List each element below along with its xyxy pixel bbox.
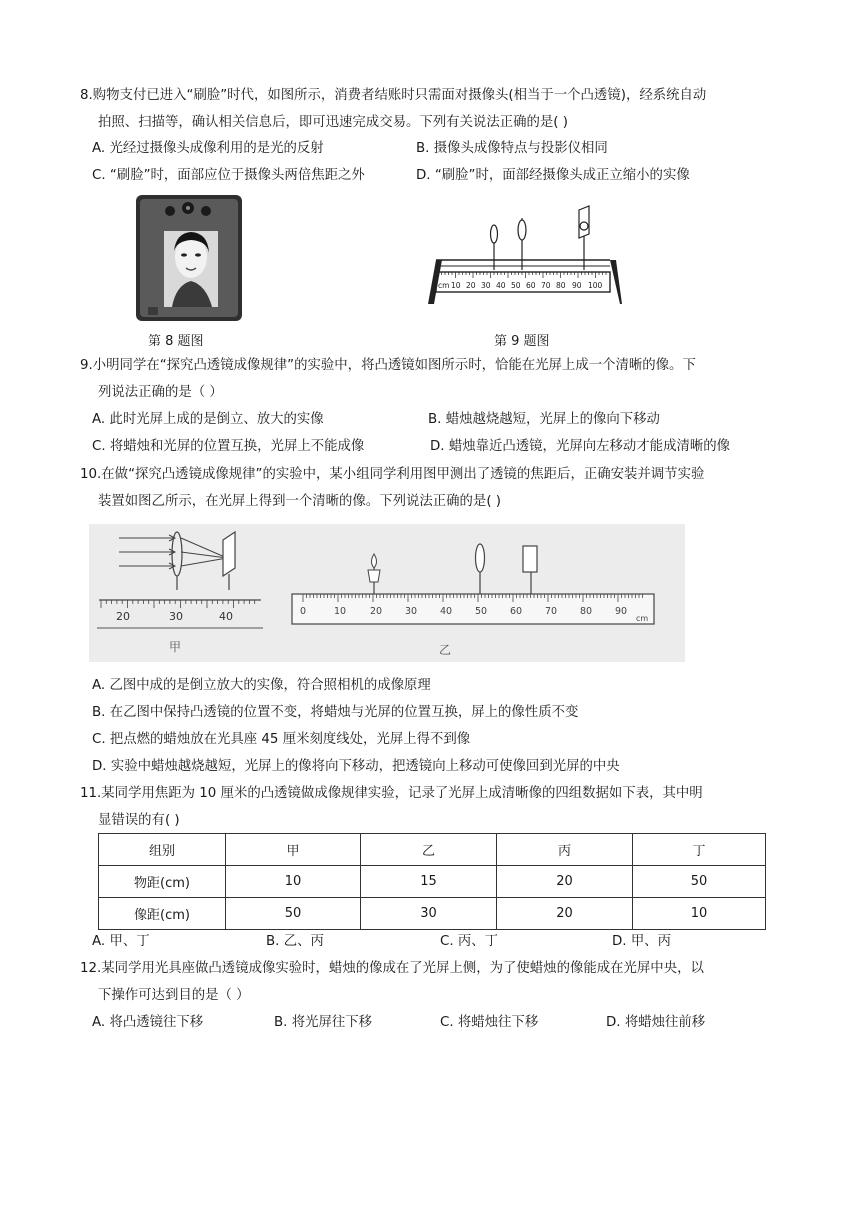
q8-option-c: C. “刷脸”时，面部应位于摄像头两倍焦距之外 [92, 168, 365, 183]
q9-stem-line1: 9.小明同学在“探究凸透镜成像规律”的实验中，将凸透镜如图所示时，恰能在光屏上成一个清晰的像。下 [80, 358, 696, 373]
table-cell: 30 [361, 898, 497, 930]
table-cell: 20 [497, 898, 633, 930]
ruler-label: 70 [541, 281, 551, 290]
table-header-row [99, 834, 766, 866]
q12-option-c: C. 将蜡烛往下移 [440, 1015, 539, 1030]
ruler-label: 30 [481, 281, 491, 290]
q9-option-d: D. 蜡烛靠近凸透镜，光屏向左移动才能成清晰的像 [430, 439, 731, 454]
face-scanner-figure [136, 195, 242, 321]
table-header-cell: 甲 [226, 834, 361, 866]
table-cell: 15 [361, 866, 497, 898]
q9-option-b: B. 蜡烛越烧越短，光屏上的像向下移动 [428, 412, 660, 427]
q12-option-d: D. 将蜡烛往前移 [606, 1015, 706, 1030]
optical-bench-figure [424, 204, 624, 308]
ruler-label: 80 [556, 281, 566, 290]
ruler-label: 20 [466, 281, 476, 290]
table-cell: 物距(cm) [99, 866, 226, 898]
q11-stem-line2: 显错误的有( ) [98, 813, 180, 828]
q8-option-b: B. 摄像头成像特点与投影仪相同 [416, 141, 608, 156]
table-row [99, 866, 766, 898]
jia-tick-label: 40 [219, 610, 233, 623]
q11-option-b: B. 乙、丙 [266, 934, 324, 949]
q11-option-a: A. 甲、丁 [92, 934, 150, 949]
table-cell: 10 [633, 898, 766, 930]
figure-jia-label: 甲 [169, 640, 182, 654]
yi-tick-label: 30 [405, 606, 418, 617]
table-cell: 20 [497, 866, 633, 898]
table-header-cell: 乙 [361, 834, 497, 866]
yi-unit-label: cm [636, 614, 649, 623]
q11-data-table [98, 833, 766, 930]
q9-option-c: C. 将蜡烛和光屏的位置互换，光屏上不能成像 [92, 439, 365, 454]
table-header-cell: 丙 [497, 834, 633, 866]
q9-figure-caption: 第 9 题图 [494, 334, 550, 349]
q8-stem-line2: 拍照、扫描等，确认相关信息后，即可迅速完成交易。下列有关说法正确的是( ) [98, 115, 568, 130]
table-cell: 50 [226, 898, 361, 930]
q12-stem-line2: 下操作可达到目的是（ ） [98, 988, 250, 1003]
q11-option-c: C. 丙、丁 [440, 934, 499, 949]
q8-figure-caption: 第 8 题图 [148, 334, 204, 349]
q10-stem-line1: 10.在做“探究凸透镜成像规律”的实验中，某小组同学利用图甲测出了透镜的焦距后，正确安装并调节实验 [80, 467, 705, 482]
jia-tick-label: 30 [169, 610, 183, 623]
yi-tick-label: 10 [334, 606, 347, 617]
table-row [99, 898, 766, 930]
q10-option-d: D. 实验中蜡烛越烧越短，光屏上的像将向下移动，把透镜向上移动可使像回到光屏的中央 [92, 759, 620, 774]
yi-tick-label: 60 [510, 606, 523, 617]
q10-figure [89, 524, 685, 662]
ruler-label: cm [438, 281, 450, 290]
q12-stem-line1: 12.某同学用光具座做凸透镜成像实验时，蜡烛的像成在了光屏上侧，为了使蜡烛的像能成在光屏中央，以 [80, 961, 704, 976]
q8-option-d: D. “刷脸”时，面部经摄像头成正立缩小的实像 [416, 168, 690, 183]
q11-option-d: D. 甲、丙 [612, 934, 671, 949]
yi-tick-label: 50 [475, 606, 488, 617]
q10-option-a: A. 乙图中成的是倒立放大的实像，符合照相机的成像原理 [92, 678, 431, 693]
q10-option-b: B. 在乙图中保持凸透镜的位置不变，将蜡烛与光屏的位置互换，屏上的像性质不变 [92, 705, 579, 720]
ruler-label: 10 [451, 281, 461, 290]
q12-option-b: B. 将光屏往下移 [274, 1015, 373, 1030]
ruler-label: 100 [588, 281, 603, 290]
q10-option-c: C. 把点燃的蜡烛放在光具座 45 厘米刻度线处，光屏上得不到像 [92, 732, 471, 747]
yi-tick-label: 20 [370, 606, 383, 617]
table-header-cell: 丁 [633, 834, 766, 866]
q8-stem-line1: 8.购物支付已进入“刷脸”时代，如图所示，消费者结账时只需面对摄像头(相当于一个凸透镜)，经系统自动 [80, 88, 707, 103]
q11-stem-line1: 11.某同学用焦距为 10 厘米的凸透镜做成像规律实验，记录了光屏上成清晰像的四组数据如下表，其中明 [80, 786, 703, 801]
table-header-cell: 组别 [99, 834, 226, 866]
yi-tick-label: 0 [300, 606, 307, 617]
jia-tick-label: 20 [116, 610, 130, 623]
ruler-label: 90 [572, 281, 582, 290]
table-cell: 50 [633, 866, 766, 898]
yi-tick-label: 90 [615, 606, 628, 617]
ruler-label: 60 [526, 281, 536, 290]
q8-option-a: A. 光经过摄像头成像利用的是光的反射 [92, 141, 324, 156]
figure-yi-label: 乙 [439, 643, 452, 657]
yi-tick-label: 80 [580, 606, 593, 617]
q9-stem-line2: 列说法正确的是（ ） [98, 385, 223, 400]
yi-tick-label: 40 [440, 606, 453, 617]
q10-stem-line2: 装置如图乙所示，在光屏上得到一个清晰的像。下列说法正确的是( ) [98, 494, 502, 509]
yi-tick-label: 70 [545, 606, 558, 617]
q9-option-a: A. 此时光屏上成的是倒立、放大的实像 [92, 412, 324, 427]
table-cell: 像距(cm) [99, 898, 226, 930]
table-cell: 10 [226, 866, 361, 898]
ruler-label: 50 [511, 281, 521, 290]
q12-option-a: A. 将凸透镜往下移 [92, 1015, 204, 1030]
ruler-label: 40 [496, 281, 506, 290]
